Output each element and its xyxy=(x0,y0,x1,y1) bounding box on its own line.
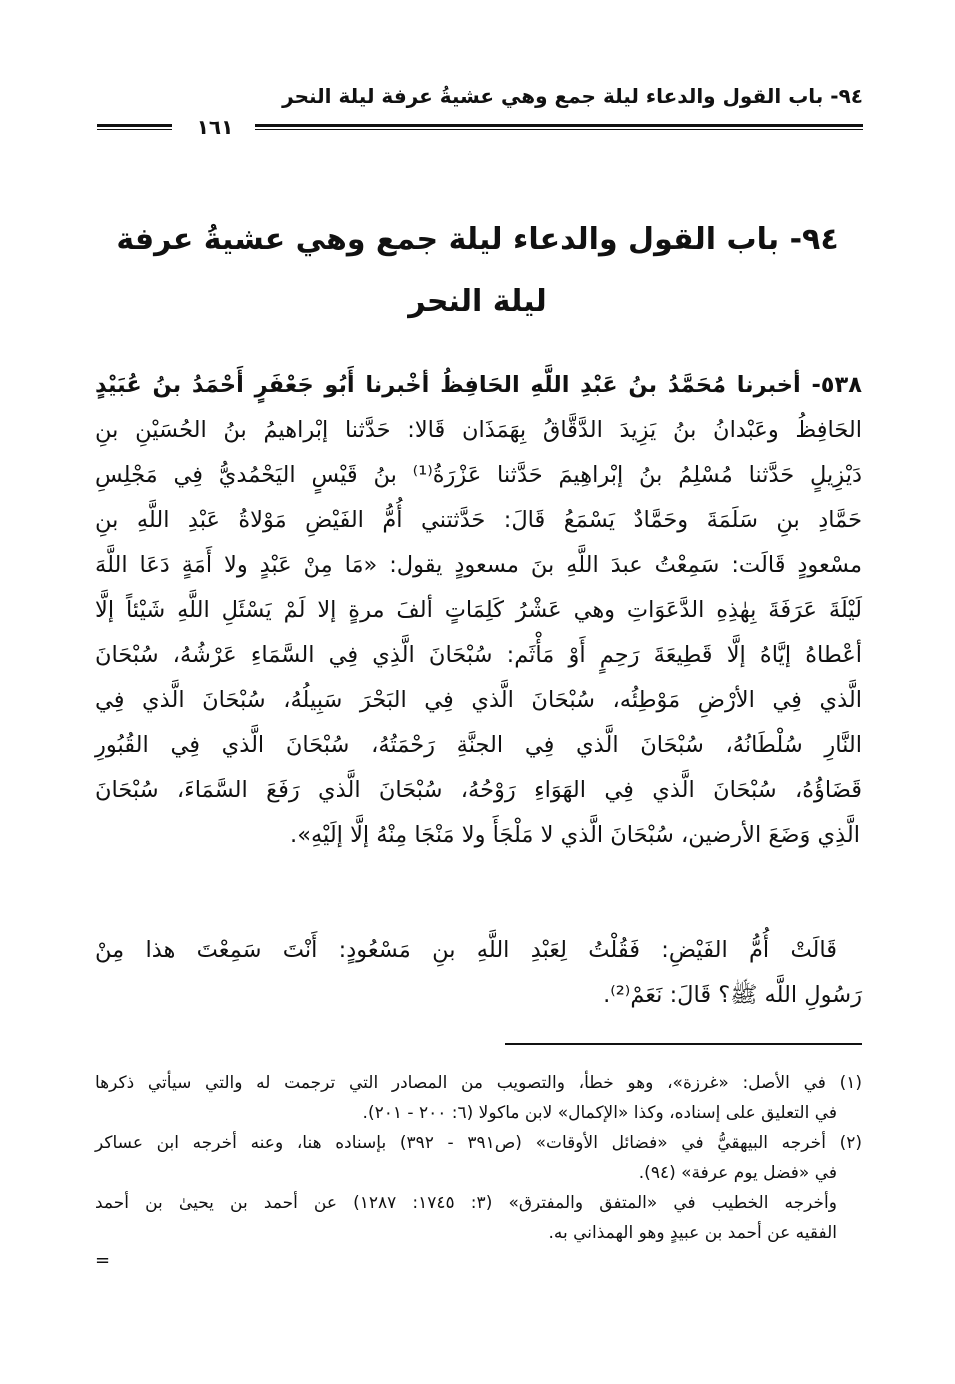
body-line: مسْعودٍ قَالَت: سَمِعْتُ عبدَ اللَّهِ بنَ مسعودٍ يقول: «مَا مِنْ عَبْدٍ ولا أَمَةٍ دَعَا اللَّهَ xyxy=(95,552,862,578)
body-line: الَّذي فِي الأرْضِ مَوْطِئُه، سُبْحَانَ الَّذي فِي البَحْرَ سَبِيلُهُ، سُبْحَانَ الَّذي فِي xyxy=(95,687,862,713)
body-line: دَيْزِيلٍ حَدَّثنا مُسْلِمُ بنُ إبْراهِيمَ حَدَّثنا عَزْرَةُ⁽¹⁾ بنُ قَيْسٍ اليَحْمُديُّ فِي مَجْلِسِ xyxy=(95,462,862,488)
body-line: أعْطاهُ إيَّاهُ إلَّا قَطِيعَةَ رَحِمٍ أَوْ مَأْثَم: سُبْحَانَ الَّذِي فِي السَّمَاءِ عَرْشُهُ، سُبْحَانَ xyxy=(95,642,862,668)
footnote-line: في «فضل يوم عرفة» (٩٤). xyxy=(638,1163,837,1183)
footnote-line: الفقيه عن أحمد بن عبيدٍ وهو الهمذاني به. xyxy=(548,1223,837,1243)
body-line: لَيْلَةَ عَرَفَةَ بِهٰذِهِ الدَّعَوَاتِ وهي عَشْرُ كَلِمَاتٍ ألفَ مرةٍ إلا لَمْ يَسْئَلِ اللَّهِ شَيْئاً إلَّا xyxy=(95,597,862,623)
footnote-line: (٢) أخرجه البيهقيُّ في «فضائل الأوقات» (ص٣٩١ - ٣٩٢) بإسناده هنا، وعنه أخرجه ابن عساكر xyxy=(95,1133,862,1153)
footnote-line: وأخرجه الخطيب في «المتفق والمفترق» (٣: ١٧٤٥: ١٢٨٧) عن أحمد بن يحيىٰ بن أحمد xyxy=(95,1193,837,1213)
body-line: ٥٣٨- أخبرنا مُحَمَّدُ بنُ عَبْدِ اللَّهِ الحَافِظُ أخْبرنا أَبُو جَعْفَرٍ أَحْمَدُ بنُ عُبَيْدٍ xyxy=(95,372,862,398)
body-line: حَمَّادِ بنِ سَلَمَةَ وحَمَّادٌ يَسْمَعُ قَالَ: حَدَّثتني أُمُّ الفَيْضِ مَوْلاةُ عَبْدِ اللَّهِ بنِ xyxy=(95,507,862,533)
body-line: النَّارِ سُلْطَانُهُ، سُبْحَانَ الَّذي فِي الجنَّةِ رَحْمَتُهُ، سُبْحَانَ الَّذي فِي القُبُورِ xyxy=(95,732,862,758)
header-rule-right xyxy=(255,124,863,130)
footnote-separator xyxy=(505,1043,862,1045)
page-number: ١٦١ xyxy=(196,115,234,139)
footnote-line: (١) في الأصل: «غرزة»، وهو خطأ، والتصويب من المصادر التي ترجمت له والتي سيأتي ذكرها xyxy=(95,1073,862,1093)
header-rule-left xyxy=(97,124,172,130)
footnote-line: في التعليق على إسناده، وكذا «الإكمال» لابن ماكولا (٦: ٢٠٠ - ٢٠١). xyxy=(362,1103,837,1123)
continuation-mark: = xyxy=(95,1250,111,1271)
running-header-title: ٩٤- باب القول والدعاء ليلة جمع وهي عشيةُ عرفة ليلة النحر xyxy=(282,84,863,108)
body-line: رَسُولِ اللَّه ﷺ؟ قَالَ: نَعَمْ⁽²⁾. xyxy=(603,982,862,1008)
body-line: قَضَاؤُهُ، سُبْحَانَ الَّذي فِي الهَوَاءِ رَوْحُهُ، سُبْحَانَ الَّذي رَفَعَ السَّمَاءَ، سُبْحَانَ xyxy=(95,777,862,803)
chapter-title-line2: ليلة النحر xyxy=(408,284,547,319)
body-line: الَّذِي وَضَعَ الأرضين، سُبْحَانَ الَّذي لا مَلْجَأَ ولا مَنْجَا مِنْهُ إلَّا إلَيْهِ». xyxy=(290,822,860,848)
chapter-title-line1: ٩٤- باب القول والدعاء ليلة جمع وهي عشيةُ عرفة xyxy=(116,222,839,257)
body-line: قَالَتْ أُمُّ الفَيْضِ: فَقُلْتُ لِعَبْدِ اللَّهِ بنِ مَسْعُودٍ: أَنْتَ سَمِعْتَ هذا مِنْ xyxy=(95,937,837,963)
body-line: الحَافِظُ وعَبْدانُ بنُ يَزِيدَ الدَّقَّاقُ بِهَمَذَان قَالا: حَدَّثنا إبْراهيمُ بنُ الحُسَيْنِ بنِ xyxy=(95,417,862,443)
